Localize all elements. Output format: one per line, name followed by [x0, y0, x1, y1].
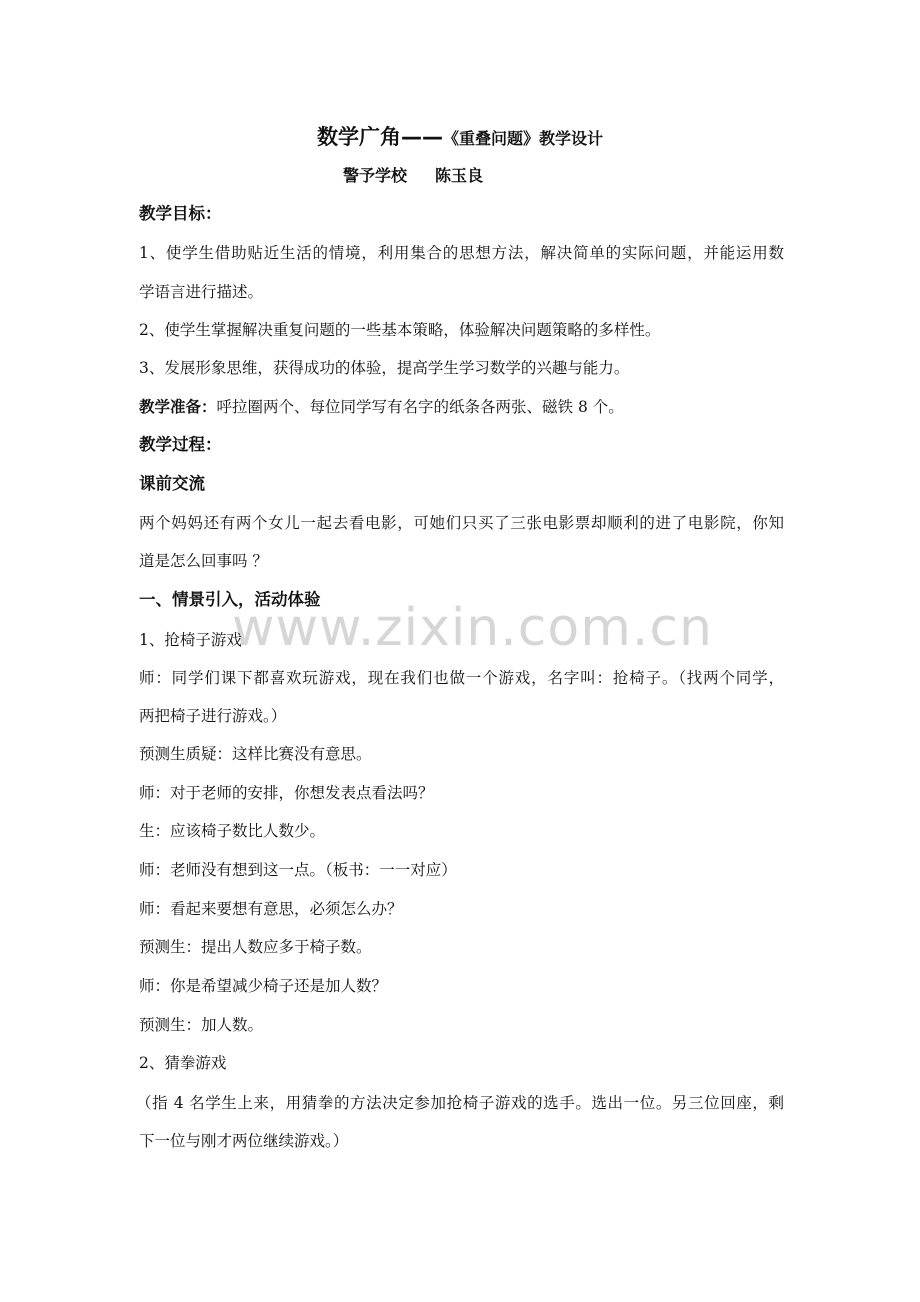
teacher-line-1a: 师：同学们课下都喜欢玩游戏，现在我们也做一个游戏，名字叫：抢椅子。（找两个同学，: [139, 669, 784, 687]
game-line-1: （指 4 名学生上来，用猜拳的方法决定参加抢椅子游戏的选手。选出一位。另三位回座，剩: [136, 1094, 784, 1112]
author-name: 陈玉良: [435, 166, 484, 185]
teacher-line-3: 师：老师没有想到这一点。（板书：一一对应）: [139, 861, 457, 879]
section-1-heading: 一、情景引入，活动体验: [139, 590, 321, 609]
teacher-line-2: 师：对于老师的安排，你想发表点看法吗？: [139, 784, 434, 802]
teacher-line-5: 师：你是希望减少椅子还是加人数？: [139, 977, 388, 995]
objectives-heading: 教学目标：: [139, 204, 222, 223]
game-line-2: 下一位与刚才两位继续游戏。）: [139, 1132, 349, 1150]
prediction-2: 预测生：提出人数应多于椅子数。: [139, 938, 372, 956]
process-heading: 教学过程：: [139, 435, 222, 454]
title-sub: 《重叠问题》教学设计: [442, 129, 603, 148]
prediction-1: 预测生质疑：这样比赛没有意思。: [139, 745, 372, 763]
teacher-line-1b: 两把椅子进行游戏。）: [139, 707, 287, 725]
objective-3: 3、发展形象思维，获得成功的体验，提高学生学习数学的兴趣与能力。: [139, 359, 630, 377]
objective-1-line-1: 1、使学生借助贴近生活的情境，利用集合的思想方法，解决简单的实际问题，并能运用数: [139, 244, 784, 262]
watermark: www.zixin.com.cn: [232, 598, 713, 658]
objective-1-line-2: 学语言进行描述。: [139, 283, 264, 301]
author-school: 警予学校: [343, 166, 408, 185]
document-title: [0, 121, 920, 151]
prediction-3: 预测生：加人数。: [139, 1016, 264, 1034]
title-main: 数学广角——: [316, 125, 443, 149]
pre-class-line-1: 两个妈妈还有两个女儿一起去看电影，可她们只买了三张电影票却顺利的进了电影院，你知: [139, 514, 784, 532]
author-line: [343, 163, 483, 186]
teacher-line-4: 师：看起来要想有意思，必须怎么办？: [139, 900, 403, 918]
objective-2: 2、使学生掌握解决重复问题的一些基本策略，体验解决问题策略的多样性。: [139, 321, 661, 339]
sub-section-2: 2、猜拳游戏: [139, 1054, 227, 1072]
pre-class-line-2: 道是怎么回事吗 ？: [139, 552, 268, 570]
preparation-text: 呼拉圈两个、每位同学写有名字的纸条各两张、磁铁 8 个。: [216, 398, 624, 416]
preparation-label: 教学准备：: [139, 398, 217, 416]
sub-section-1: 1、抢椅子游戏: [139, 631, 242, 649]
preparation: [139, 397, 784, 417]
student-line-1: 生：应该椅子数比人数少。: [139, 822, 326, 840]
pre-class-heading: 课前交流: [139, 474, 205, 493]
